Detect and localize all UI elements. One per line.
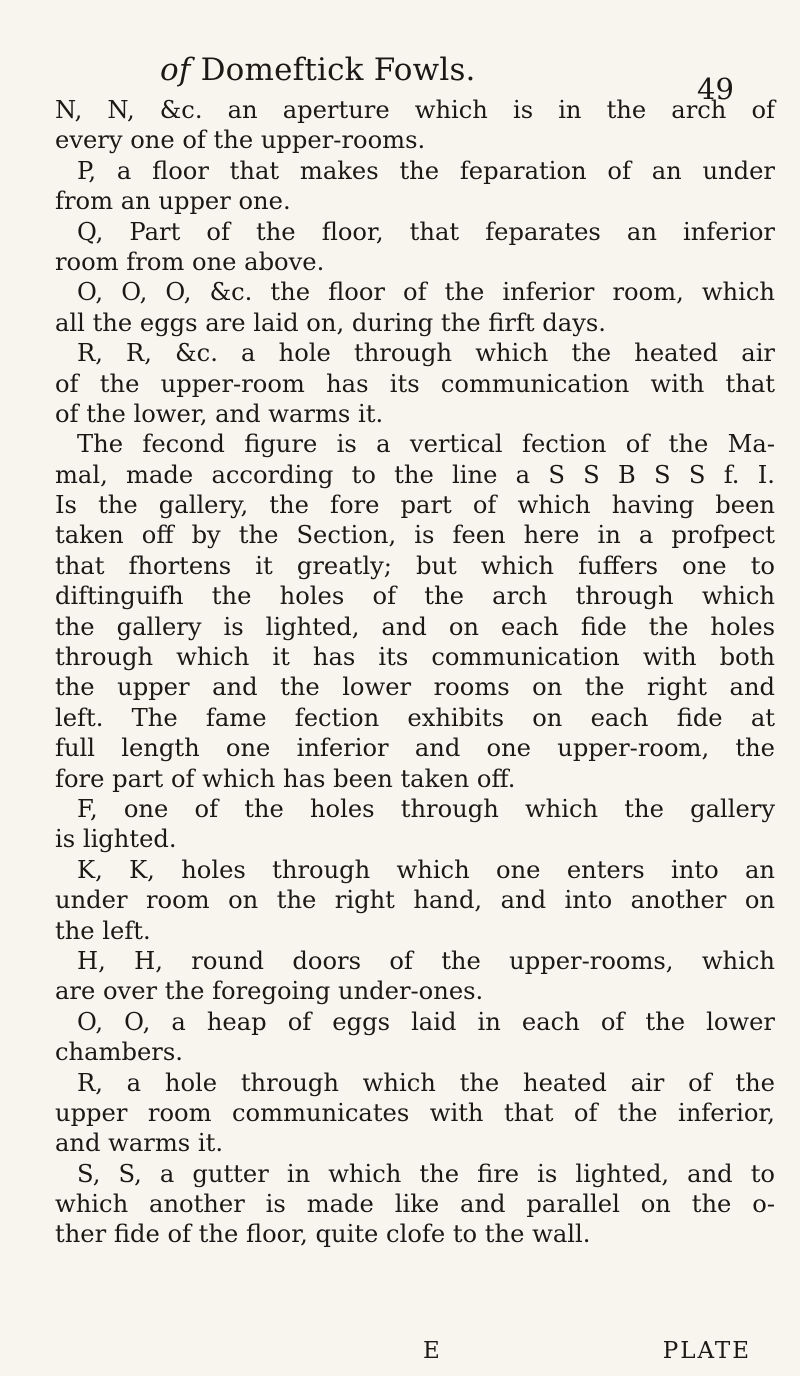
running-title	[160, 52, 476, 88]
text-line: the left.	[55, 916, 151, 945]
text-line: of the lower, and warms it.	[55, 399, 384, 428]
text-line: that fhortens it greatly; but which fuffers one to	[55, 551, 775, 580]
text-line: which another is made like and parallel on the o-	[55, 1190, 775, 1219]
page-number: 49	[697, 72, 734, 106]
text-line: is lighted.	[55, 825, 177, 854]
text-line: ther fide of the floor, quite clofe to the wall.	[55, 1220, 591, 1249]
signature-mark: E	[423, 1338, 441, 1364]
text-line: Is the gallery, the fore part of which having been	[55, 491, 775, 520]
text-line: O, O, a heap of eggs laid in each of the lower	[77, 1007, 775, 1036]
text-line: N, N, &c. an aperture which is in the arch of	[55, 96, 775, 124]
text-line: are over the foregoing under-ones.	[55, 977, 484, 1006]
text-line: K, K, holes through which one enters into an	[77, 855, 775, 884]
body-text	[55, 95, 775, 1250]
text-line: mal, made according to the line a S S B S S f. I.	[55, 460, 775, 489]
text-line: from an upper one.	[55, 187, 291, 216]
text-line: every one of the upper-rooms.	[55, 126, 426, 155]
text-line: all the eggs are laid on, during the firft days.	[55, 308, 606, 337]
text-line: H, H, round doors of the upper-rooms, which	[77, 946, 775, 975]
text-line: taken off by the Section, is feen here in a profpect	[55, 521, 775, 550]
text-line: R, a hole through which the heated air of the	[77, 1068, 775, 1097]
text-line: room from one above.	[55, 247, 325, 276]
text-line: under room on the right hand, and into another on	[55, 886, 775, 915]
text-line: the upper and the lower rooms on the right and	[55, 673, 775, 702]
running-title-prefix: of	[160, 52, 191, 88]
text-line: full length one inferior and one upper-room, the	[55, 734, 775, 763]
text-line: O, O, O, &c. the floor of the inferior room, which	[77, 278, 775, 307]
text-line: fore part of which has been taken off.	[55, 764, 516, 793]
text-line: the gallery is lighted, and on each fide the holes	[55, 612, 775, 641]
text-line: P, a floor that makes the feparation of an under	[77, 156, 775, 185]
running-title-main: Domeftick Fowls.	[200, 52, 476, 88]
text-line: Q, Part of the floor, that feparates an inferior	[77, 217, 775, 246]
text-line: and warms it.	[55, 1129, 224, 1158]
text-line: chambers.	[55, 1038, 183, 1067]
text-line: F, one of the holes through which the gallery	[77, 794, 775, 823]
catchword: PLATE	[662, 1338, 751, 1364]
text-line: The fecond figure is a vertical fection of the Ma-	[77, 430, 775, 459]
text-line: left. The fame fection exhibits on each fide at	[55, 703, 775, 732]
text-line: diftinguifh the holes of the arch through which	[55, 582, 775, 611]
text-line: S, S, a gutter in which the fire is lighted, and to	[77, 1159, 775, 1188]
catchwords	[55, 1338, 775, 1364]
page-header	[0, 40, 800, 106]
text-line: through which it has its communication with both	[55, 643, 775, 672]
text-line: R, R, &c. a hole through which the heated air	[77, 339, 775, 368]
text-line: upper room communicates with that of the inferior,	[55, 1098, 775, 1127]
text-line: of the upper-room has its communication with that	[55, 369, 775, 398]
